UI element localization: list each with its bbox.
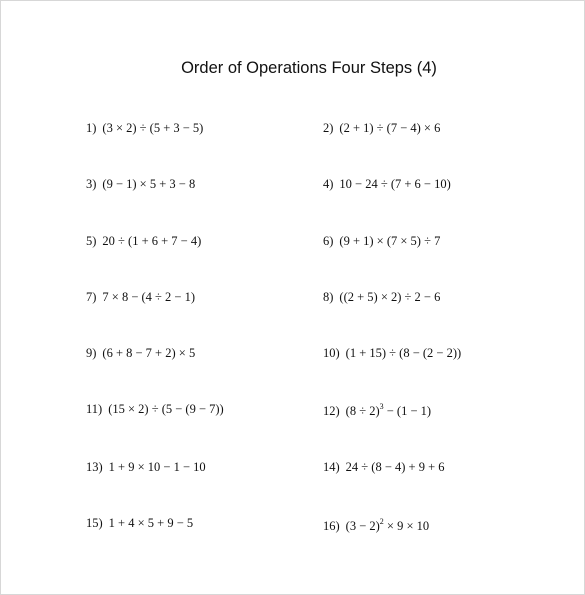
problem-expression-rest: × 9 × 10 [383, 519, 430, 533]
problem-number: 7) [86, 290, 97, 304]
problem-number: 12) [323, 404, 340, 418]
problem-number: 5) [86, 234, 97, 248]
problem-number: 2) [323, 121, 334, 135]
problem-5 [86, 234, 201, 249]
problem-number: 15) [86, 516, 103, 530]
problem-6 [323, 234, 440, 249]
problem-exponent: 3 [379, 402, 384, 411]
problem-number: 11) [86, 402, 103, 416]
problem-number: 9) [86, 346, 97, 360]
problem-2 [323, 121, 440, 136]
problem-7 [86, 290, 195, 305]
problem-expression-rest: − (1 − 1) [383, 404, 432, 418]
problem-expression: 24 ÷ (8 − 4) + 9 + 6 [345, 460, 445, 474]
problem-exponent: 2 [379, 517, 384, 526]
problem-number: 4) [323, 177, 334, 191]
problem-13 [86, 460, 206, 475]
problem-3 [86, 177, 195, 192]
problem-number: 14) [323, 460, 340, 474]
problem-15 [86, 516, 193, 531]
problem-9 [86, 346, 195, 361]
problem-number: 16) [323, 519, 340, 533]
page-title: Order of Operations Four Steps (4) [181, 59, 437, 77]
problem-expression: 1 + 4 × 5 + 9 − 5 [108, 516, 194, 530]
problem-expression: (2 + 1) ÷ (7 − 4) × 6 [339, 121, 441, 135]
problem-expression-base: (3 − 2) [345, 519, 380, 533]
problem-14 [323, 460, 445, 475]
problem-expression: 10 − 24 ÷ (7 + 6 − 10) [339, 177, 451, 191]
problem-expression-base: (8 ÷ 2) [345, 404, 380, 418]
problem-expression: (3 × 2) ÷ (5 + 3 − 5) [102, 121, 204, 135]
problem-4 [323, 177, 451, 192]
problem-expression: (6 + 8 − 7 + 2) × 5 [102, 346, 196, 360]
problem-10 [323, 346, 461, 361]
problem-expression: ((2 + 5) × 2) ÷ 2 − 6 [339, 290, 441, 304]
problem-number: 10) [323, 346, 340, 360]
problem-12 [323, 404, 431, 419]
problem-1 [86, 121, 203, 136]
problem-8 [323, 290, 440, 305]
problem-expression: (9 − 1) × 5 + 3 − 8 [102, 177, 196, 191]
problem-expression: (1 + 15) ÷ (8 − (2 − 2)) [345, 346, 462, 360]
problem-expression: 7 × 8 − (4 ÷ 2 − 1) [102, 290, 196, 304]
problem-16 [323, 519, 429, 534]
problem-number: 1) [86, 121, 97, 135]
problem-number: 13) [86, 460, 103, 474]
problem-number: 8) [323, 290, 334, 304]
problem-expression: 1 + 9 × 10 − 1 − 10 [108, 460, 206, 474]
problem-expression: 20 ÷ (1 + 6 + 7 − 4) [102, 234, 202, 248]
problem-expression: (9 + 1) × (7 × 5) ÷ 7 [339, 234, 441, 248]
problem-number: 6) [323, 234, 334, 248]
problem-number: 3) [86, 177, 97, 191]
problem-11 [86, 402, 224, 417]
problem-expression: (15 × 2) ÷ (5 − (9 − 7)) [108, 402, 224, 416]
